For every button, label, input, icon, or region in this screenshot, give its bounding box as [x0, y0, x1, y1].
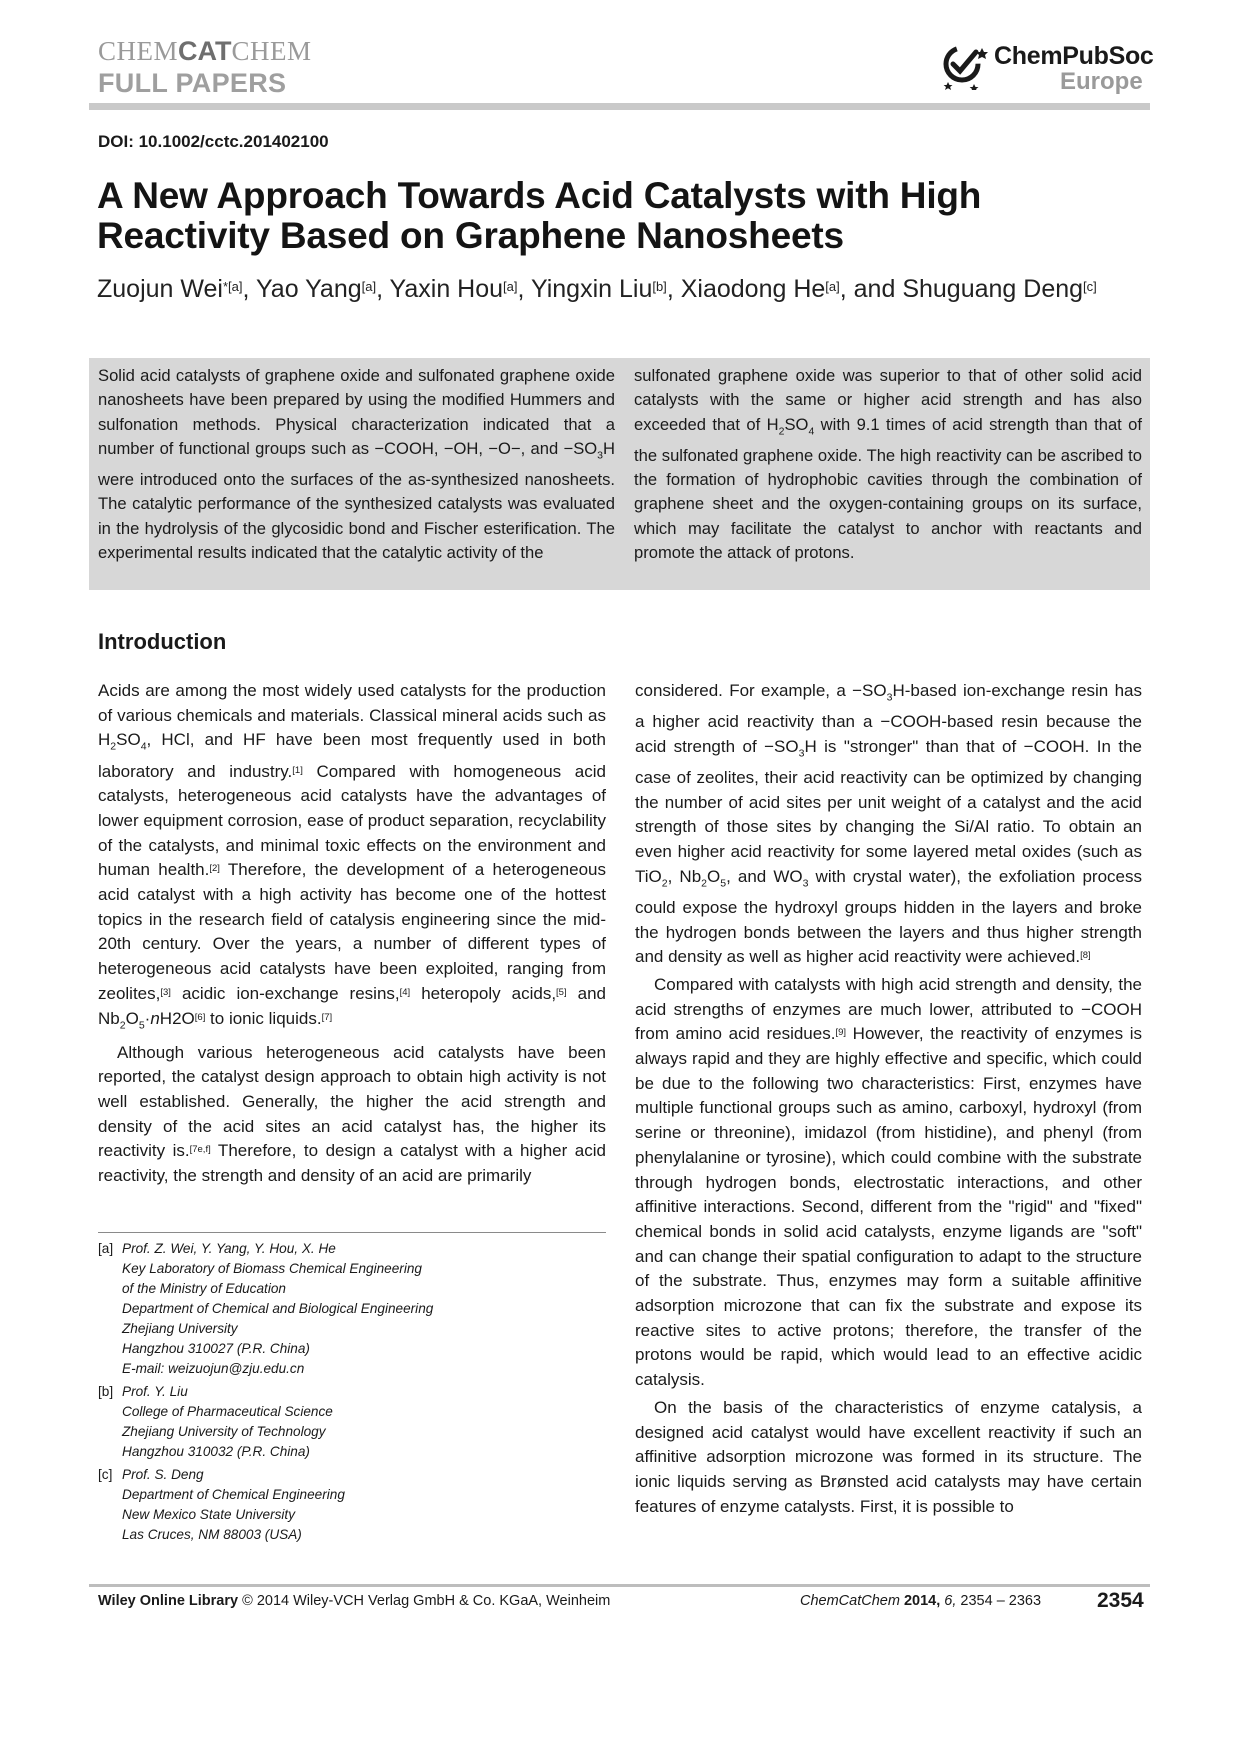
citation[interactable]: [7] [321, 1011, 333, 1023]
footer-journal: ChemCatChem [800, 1593, 900, 1609]
author-list: Zuojun Wei$^{*[a]}$, Yao Yang[a], Yaxin Hou[a], Yingxin Liu[b], Xiaodong He[a], and Shuguang Deng[c] [97, 275, 1097, 303]
author-name[interactable]: Zuojun Wei [97, 275, 223, 303]
footnote-line: Prof. Y. Liu [122, 1384, 188, 1399]
footnote-tag: [c] [98, 1467, 113, 1482]
footnote-line: New Mexico State University [122, 1507, 295, 1522]
author-affiliation-mark: *[a] [223, 279, 243, 294]
publisher-logo-name: ChemPubSoc [994, 42, 1154, 70]
footnote-line: Zhejiang University [122, 1321, 238, 1336]
author-affiliation-mark: [a] [361, 279, 377, 294]
footnote-tag: [a] [98, 1241, 114, 1256]
footnote-email[interactable]: E-mail: weizuojun@zju.edu.cn [122, 1361, 305, 1376]
citation[interactable]: [7e,f] [189, 1144, 211, 1156]
abstract-box [89, 358, 1150, 590]
author-name[interactable]: Yao Yang [255, 275, 362, 303]
body-paragraph: considered. For example, $a -SO_3H$-based ion-exchange resin has a higher acid reactivity than a −COOH-based resin because the acid strength of $-SO_3H$ is "stronger" than that of −COOH. In the case of zeolites, their acid reactivity can be optimized by changing the number of acid sites per unit weight of a catalyst and the acid strength of those sites by changing the Si/Al ratio. To obtain an even higher acid reactivity for some layered metal oxides (such as TiO$_2$, $Nb_2O_5$, and $WO_3$ with crystal water), the exfoliation process could expose the hydroxyl groups hidden in the layers and broke the hydrogen bonds between the layers and thus higher strength and density as well as higher acid reactivity were achieved.[8] [635, 681, 1142, 967]
abstract-column-2 [634, 364, 1142, 566]
author-name[interactable]: and Shuguang Deng [853, 275, 1084, 303]
citation[interactable]: [3] [160, 986, 171, 998]
footnote-tag: [b] [98, 1384, 114, 1399]
footnote-line: Hangzhou 310032 (P.R. China) [122, 1444, 310, 1459]
journal-name [98, 36, 312, 66]
footer-rule [89, 1584, 1150, 1587]
footnote-line: Prof. Z. Wei, Y. Yang, Y. Hou, X. He [122, 1241, 336, 1256]
footnote-rule [98, 1232, 606, 1233]
page-number: 2354 [1097, 1589, 1144, 1612]
doi: DOI: 10.1002/cctc.201402100 [98, 132, 329, 151]
footnote-line: College of Pharmaceutical Science [122, 1404, 333, 1419]
article-title: A New Approach Towards Acid Catalysts with High Reactivity Based on Graphene Nanosheets [97, 175, 982, 256]
section-heading-introduction: Introduction [98, 629, 227, 654]
header-rule [89, 103, 1150, 110]
author-affiliation-mark: [c] [1083, 279, 1097, 294]
chempubsoc-logo-icon [938, 38, 990, 90]
affiliation-footnote [98, 1239, 606, 1379]
affiliation-footnote [98, 1382, 606, 1462]
citation[interactable]: [8] [1080, 950, 1091, 962]
body-paragraph: On the basis of the characteristics of enzyme catalysis, a designed acid catalyst would have excellent reactivity if such an affinitive adsorption microzone was formed in its structure. The ionic liquids serving as Brønsted acid catalysts may have certain features of enzyme catalysts. First, it is possible to [635, 1397, 1142, 1516]
abstract-column-1 [98, 364, 615, 566]
footnote-line: Department of Chemical and Biological Engineering [122, 1301, 434, 1316]
citation[interactable]: [6] [194, 1011, 206, 1023]
body-column-1 [98, 679, 606, 1189]
author-name[interactable]: Xiaodong He [680, 275, 826, 303]
citation[interactable]: [4] [399, 986, 411, 998]
affiliation-footnotes [98, 1239, 606, 1548]
citation[interactable]: [2] [209, 863, 220, 875]
journal-name-pre: CHEM [98, 36, 179, 66]
publisher-logo [938, 38, 1154, 95]
footer-pages: 2354 – 2363 [960, 1593, 1042, 1609]
abstract-text-1: Solid acid catalysts of graphene oxide and sulfonated graphene oxide nanosheets have been prepared by using the modified Hummers and sulfonation methods. Physical characterization indicated that a number of functional groups such as −COOH, −OH, −O−, and $-SO_3H$ were introduced onto the surfaces of the as-synthesized nanosheets. The catalytic performance of the synthesized catalysts was evaluated in the hydrolysis of the glycosidic bond and Fischer esterification. The experimental results indicated that the catalytic activity of the [98, 366, 615, 563]
affiliation-footnote [98, 1465, 606, 1545]
footer-copyright: © 2014 Wiley-VCH Verlag GmbH & Co. KGaA, Weinheim [238, 1593, 611, 1609]
citation[interactable]: [5] [556, 986, 567, 998]
journal-name-mid: CAT [178, 36, 232, 66]
footnote-line: Hangzhou 310027 (P.R. China) [122, 1341, 310, 1356]
author-name[interactable]: Yaxin Hou [389, 275, 504, 303]
citation[interactable]: [9] [835, 1027, 847, 1039]
author-affiliation-mark: [a] [503, 279, 518, 294]
author-name[interactable]: Yingxin Liu [530, 275, 653, 303]
footnote-line: Zhejiang University of Technology [122, 1424, 326, 1439]
footnote-line: Las Cruces, NM 88003 (USA) [122, 1527, 302, 1542]
citation[interactable]: [1] [292, 764, 303, 776]
body-paragraph: Compared with catalysts with high acid strength and density, the acid strengths of enzymes are much lower, attributed to −COOH from amino acid residues.[9] However, the reactivity of enzymes is always rapid and they are highly effective and specific, which could be due to the following two characteristics: First, enzymes have multiple functional groups such as amino, carboxyl, hydroxyl (from serine or threonine), imidazol (from histidine), and phenyl (from phenylalanine or tyrosine), which could combine with the substrate through hydrogen bonds, electrostatic interactions, and other affinitive interactions. Second, different from the "rigid" and "fixed" chemical bonds in solid acid catalysts, enzyme ligands are "soft" and can change their spatial configuration to adapt to the structure of the substrate. Thus, enzymes may form a suitable affinitive adsorption microzone that can fix the substrate and expose its reactive sites to active protons; therefore, the transfer of the protons would be rapid, which would lead to an effective acidic catalysis. [635, 974, 1143, 1390]
footnote-line: Prof. S. Deng [122, 1467, 204, 1482]
footnote-line: of the Ministry of Education [122, 1281, 286, 1296]
footer-citation [800, 1593, 1041, 1609]
footer-volume: 6, [944, 1593, 957, 1609]
footnote-line: Department of Chemical Engineering [122, 1487, 345, 1502]
author-affiliation-mark: [a] [825, 279, 840, 294]
body-column-2 [635, 679, 1142, 1519]
abstract-text-2: sulfonated graphene oxide was superior to that of other solid acid catalysts with the same or higher acid strength and has also exceeded that of $H_2SO_4$ with 9.1 times of acid strength than that of the sulfonated graphene oxide. The high reactivity can be ascribed to the formation of hydrophobic cavities through the combination of graphene sheet and the oxygen-containing groups on its surface, which may facilitate the catalyst to anchor with reactants and promote the attack of protons. [634, 366, 1143, 563]
publisher-logo-sub: Europe [1060, 68, 1143, 95]
footer-year: 2014, [903, 1593, 941, 1609]
footnote-line: Key Laboratory of Biomass Chemical Engineering [122, 1261, 422, 1276]
section-label: FULL PAPERS [98, 68, 287, 98]
body-paragraph: Acids are among the most widely used catalysts for the production of various chemicals and materials. Classical mineral acids such as $H_2SO_4$, HCl, and HF have been most frequently used in both laboratory and industry.[1] Compared with homogeneous acid catalysts, heterogeneous acid catalysts have the advantages of lower equipment corrosion, ease of product separation, recyclability of the catalysts, and minimal toxic effects on the environment and human health.[2] Therefore, the development of a heterogeneous acid catalyst with a high activity has become one of the hottest topics in the research field of catalysis engineering since the mid-20th century. Over the years, a number of different types of heterogeneous acid catalysts have been exploited, ranging from zeolites,[3] acidic ion-exchange resins,[4] heteropoly acids,[5] and $Nb_2O_5\cdot nH2O[6]$ to ionic liquids.[7] [98, 681, 606, 1031]
journal-name-post: CHEM [231, 36, 312, 66]
author-affiliation-mark: [b] [652, 279, 667, 294]
body-paragraph: Although various heterogeneous acid catalysts have been reported, the catalyst design approach to obtain high activity is not well established. Generally, the higher the acid strength and density of the acid sites an acid catalyst has, the higher its reactivity is.[7e,f] Therefore, to design a catalyst with a higher acid reactivity, the strength and density of an acid are primarily [98, 1042, 606, 1186]
footer-library-link[interactable]: Wiley Online Library [98, 1593, 239, 1609]
footer-publisher [98, 1593, 610, 1609]
